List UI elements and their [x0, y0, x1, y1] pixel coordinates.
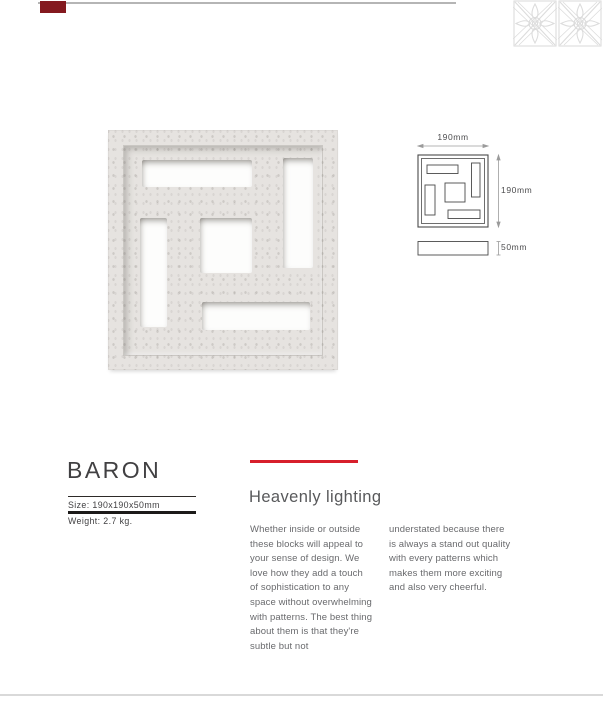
photo-hole-top — [142, 160, 252, 187]
body-line: and also very cheerful. — [389, 582, 487, 594]
size-rule-thick — [68, 511, 196, 514]
story-accent-line — [250, 460, 358, 463]
top-rule — [38, 2, 456, 4]
body-line: subtle but not — [250, 640, 309, 652]
body-line: these blocks will appeal to — [250, 538, 364, 550]
body-line: Whether inside or outside — [250, 524, 361, 535]
dimension-height-label: 190mm — [501, 185, 533, 195]
corner-tiles — [513, 0, 602, 47]
photo-hole-center — [200, 218, 252, 273]
body-line: space without overwhelming — [250, 596, 372, 608]
story-column-left — [250, 523, 372, 654]
body-line: is always a stand out quality — [389, 538, 511, 550]
dimension-depth-label: 50mm — [501, 242, 528, 252]
body-line: makes them more exciting — [389, 567, 503, 579]
body-line: love how they add a touch — [250, 567, 363, 579]
brand-mark — [40, 1, 66, 13]
size-label: Size: 190x190x50mm — [68, 499, 160, 510]
body-line: with patterns. The best thing — [250, 611, 373, 623]
photo-hole-bottom — [202, 302, 310, 330]
body-line: with every patterns which — [389, 553, 499, 565]
bottom-rule — [0, 694, 603, 696]
body-line: of sophistication to any — [250, 582, 350, 594]
story-column-right — [389, 523, 510, 596]
body-line: understated because there — [389, 524, 505, 535]
technical-drawing — [400, 125, 560, 265]
photo-hole-left — [140, 218, 167, 327]
lattice-flower-tile-icon — [513, 0, 557, 47]
size-rule-thin — [68, 496, 196, 497]
product-photo — [108, 130, 338, 370]
lattice-flower-tile-icon — [558, 0, 602, 47]
weight-label: Weight: 2.7 kg. — [68, 516, 133, 526]
story-title: Heavenly lighting — [249, 488, 382, 506]
product-title: BARON — [67, 457, 162, 483]
dimension-width-label: 190mm — [437, 132, 469, 142]
body-line: about them is that they're — [250, 626, 359, 638]
drawing-linework — [400, 125, 560, 265]
body-line: your sense of design. We — [250, 553, 360, 565]
photo-hole-right — [283, 158, 313, 268]
